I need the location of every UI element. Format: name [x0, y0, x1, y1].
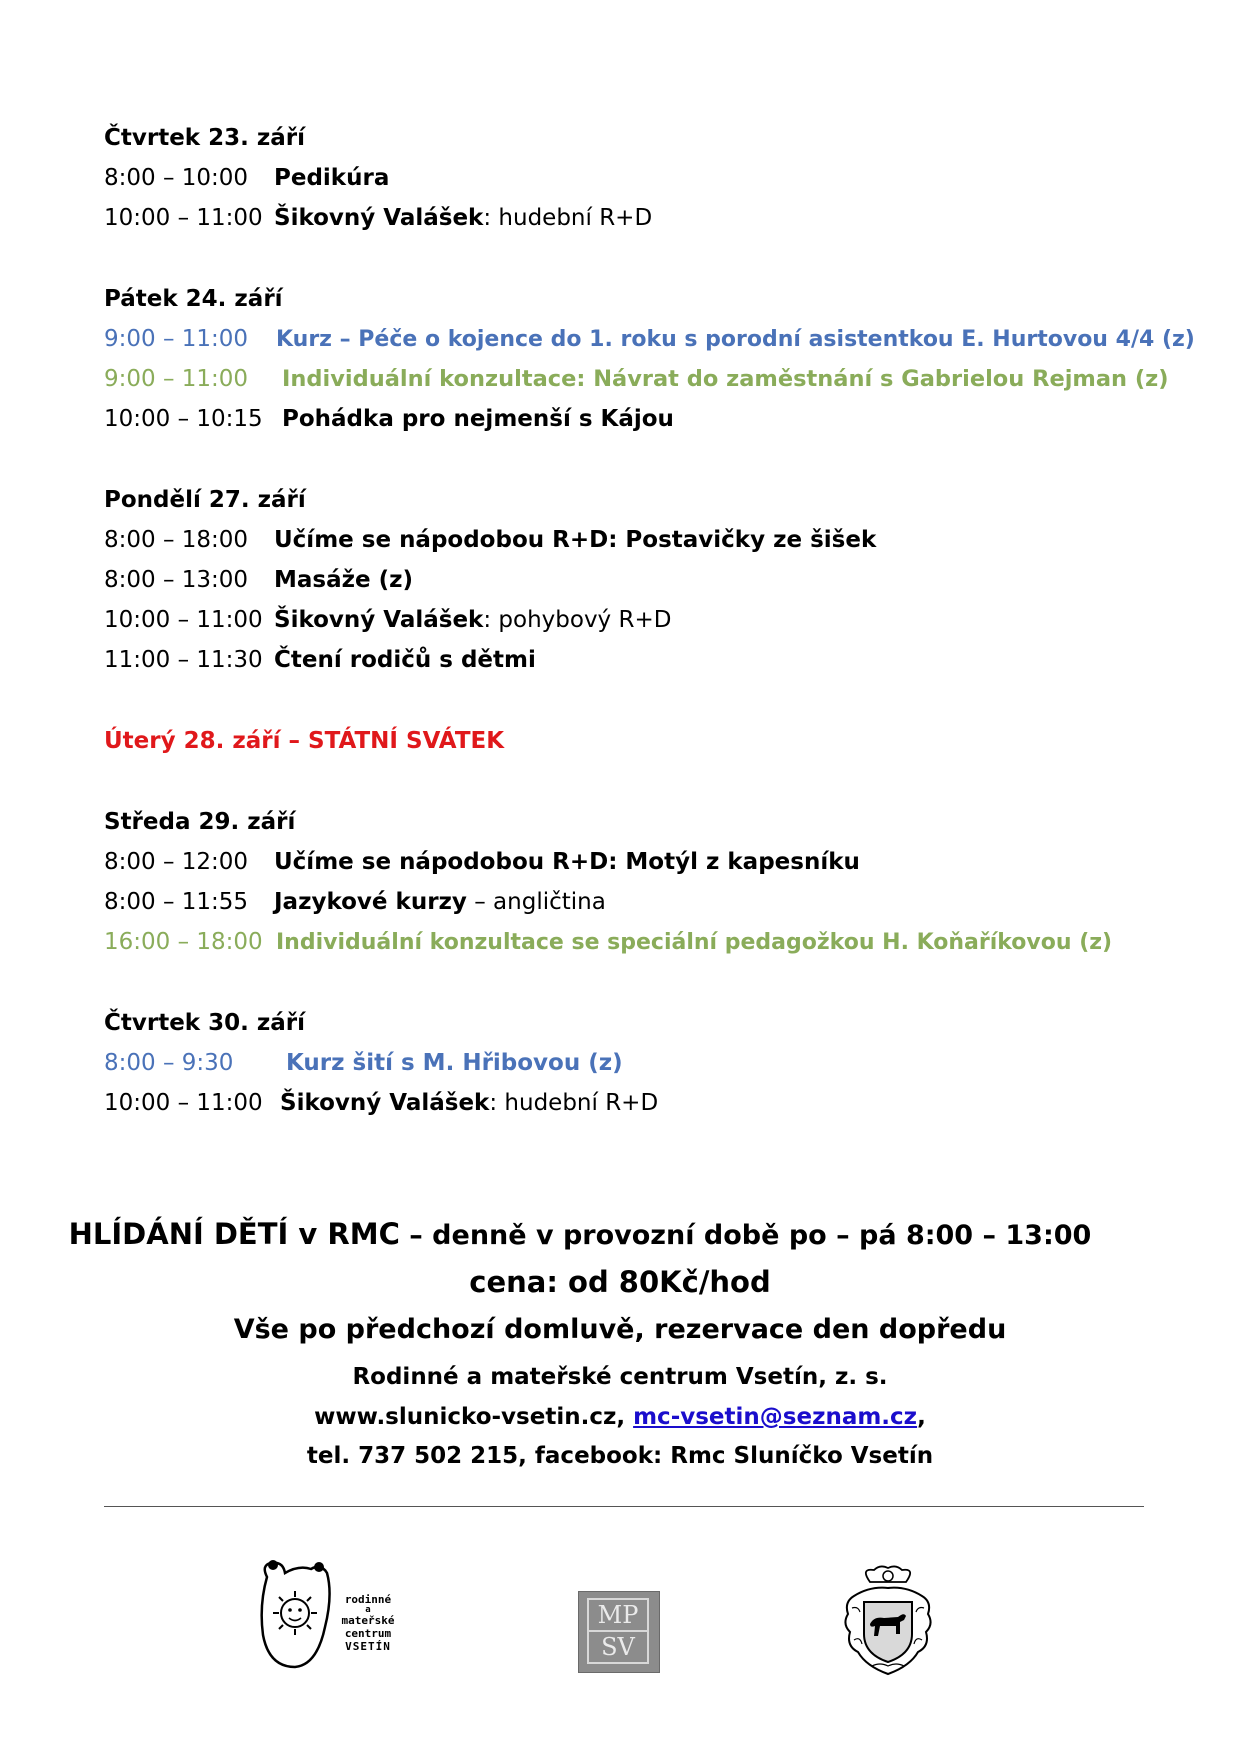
event-title: Učíme se nápodobou R+D: Motýl z kapesníku — [274, 849, 860, 875]
day-heading-fri24: Pátek 24. září — [104, 286, 283, 312]
mpsv-logo — [578, 1591, 660, 1673]
event-title: Individuální konzultace: Návrat do zaměstnání s Gabrielou Rejman (z) — [282, 366, 1169, 392]
vsetin-coat-of-arms — [840, 1562, 936, 1680]
event-detail: : hudební R+D — [489, 1090, 659, 1116]
day-heading-mon27: Pondělí 27. září — [104, 487, 306, 513]
event-row — [104, 205, 652, 231]
event-title: Pohádka pro nejmenší s Kájou — [282, 406, 674, 432]
event-row — [104, 165, 389, 191]
rmc-logo-word: VSETÍN — [345, 1640, 391, 1653]
event-title: Masáže (z) — [274, 567, 414, 593]
event-time: 8:00 – 18:00 — [104, 527, 249, 553]
divider-line — [104, 1506, 1144, 1507]
event-title: Čtení rodičů s dětmi — [274, 647, 536, 673]
price-line: cena: od 80Kč/hod — [469, 1265, 771, 1299]
mpsv-logo-top: MP — [589, 1600, 647, 1632]
event-title: Učíme se nápodobou R+D: Postavičky ze šišek — [274, 527, 877, 553]
contact-web-line — [0, 1404, 1240, 1430]
event-row — [104, 326, 1195, 352]
event-detail: : hudební R+D — [483, 205, 653, 231]
event-time: 8:00 – 9:30 — [104, 1050, 234, 1076]
event-row — [104, 607, 671, 633]
email-comma: , — [917, 1404, 926, 1430]
event-title: Kurz šití s M. Hřibovou (z) — [286, 1050, 623, 1076]
mpsv-logo-bottom: SV — [601, 1633, 635, 1661]
rmc-logo-text — [333, 1593, 403, 1653]
website-link[interactable]: www.slunicko-vsetin.cz, — [314, 1404, 626, 1430]
event-time: 10:00 – 11:00 — [104, 607, 263, 633]
reservation-line: Vše po předchozí domluvě, rezervace den dopředu — [233, 1314, 1007, 1345]
event-time: 10:00 – 10:15 — [104, 406, 263, 432]
event-title: Šikovný Valášek — [274, 205, 484, 231]
rmc-logo — [255, 1555, 415, 1675]
rmc-logo-word: centrum — [344, 1627, 392, 1640]
event-time: 16:00 – 18:00 — [104, 929, 263, 955]
rmc-logo-word: a — [365, 1605, 371, 1615]
day-heading-tue28-holiday: Úterý 28. září – STÁTNÍ SVÁTEK — [104, 728, 505, 754]
event-row — [104, 889, 606, 915]
event-title: Šikovný Valášek — [280, 1090, 490, 1116]
day-heading-thu23: Čtvrtek 23. září — [104, 125, 305, 151]
day-heading-wed29: Středa 29. září — [104, 809, 296, 835]
event-time: 8:00 – 11:55 — [104, 889, 249, 915]
event-time: 10:00 – 11:00 — [104, 205, 263, 231]
day-heading-thu30: Čtvrtek 30. září — [104, 1010, 305, 1036]
event-title: Jazykové kurzy — [274, 889, 467, 915]
babysitting-title: HLÍDÁNÍ DĚTÍ v RMC — [68, 1217, 400, 1251]
event-row — [104, 647, 536, 673]
event-time: 8:00 – 12:00 — [104, 849, 249, 875]
event-time: 9:00 – 11:00 — [104, 366, 249, 392]
event-time: 8:00 – 13:00 — [104, 567, 249, 593]
event-row — [104, 366, 1169, 392]
event-row — [104, 849, 860, 875]
event-title: Individuální konzultace se speciální pedagožkou H. Koňaříkovou (z) — [276, 930, 1113, 955]
event-row — [104, 1090, 658, 1116]
event-time: 8:00 – 10:00 — [104, 165, 249, 191]
event-detail: : pohybový R+D — [483, 607, 672, 633]
event-title: Šikovný Valášek — [274, 607, 484, 633]
event-time: 10:00 – 11:00 — [104, 1090, 263, 1116]
organization-name: Rodinné a mateřské centrum Vsetín, z. s. — [352, 1364, 888, 1390]
babysitting-notice — [0, 1217, 1200, 1251]
event-row — [104, 1050, 623, 1076]
rmc-logo-word: mateřské — [341, 1614, 395, 1627]
event-time: 11:00 – 11:30 — [104, 647, 263, 673]
babysitting-hours: – denně v provozní době po – pá 8:00 – 13:00 — [399, 1220, 1092, 1251]
event-row — [104, 527, 876, 553]
event-title: Pedikúra — [274, 165, 390, 191]
event-row — [104, 929, 1112, 955]
event-detail: – angličtina — [466, 889, 606, 915]
contact-phone-line: tel. 737 502 215, facebook: Rmc Sluníčko Vsetín — [306, 1443, 934, 1469]
event-time: 9:00 – 11:00 — [104, 326, 249, 352]
coat-of-arms-graphic — [840, 1562, 936, 1680]
event-row — [104, 567, 413, 593]
mpsv-logo-frame — [587, 1598, 649, 1664]
event-title: Kurz – Péče o kojence do 1. roku s porodní asistentkou E. Hurtovou 4/4 (z) — [276, 327, 1195, 352]
rmc-logo-word: rodinné — [344, 1593, 392, 1606]
event-row — [104, 406, 674, 432]
email-link[interactable]: mc-vsetin@seznam.cz — [633, 1404, 918, 1430]
